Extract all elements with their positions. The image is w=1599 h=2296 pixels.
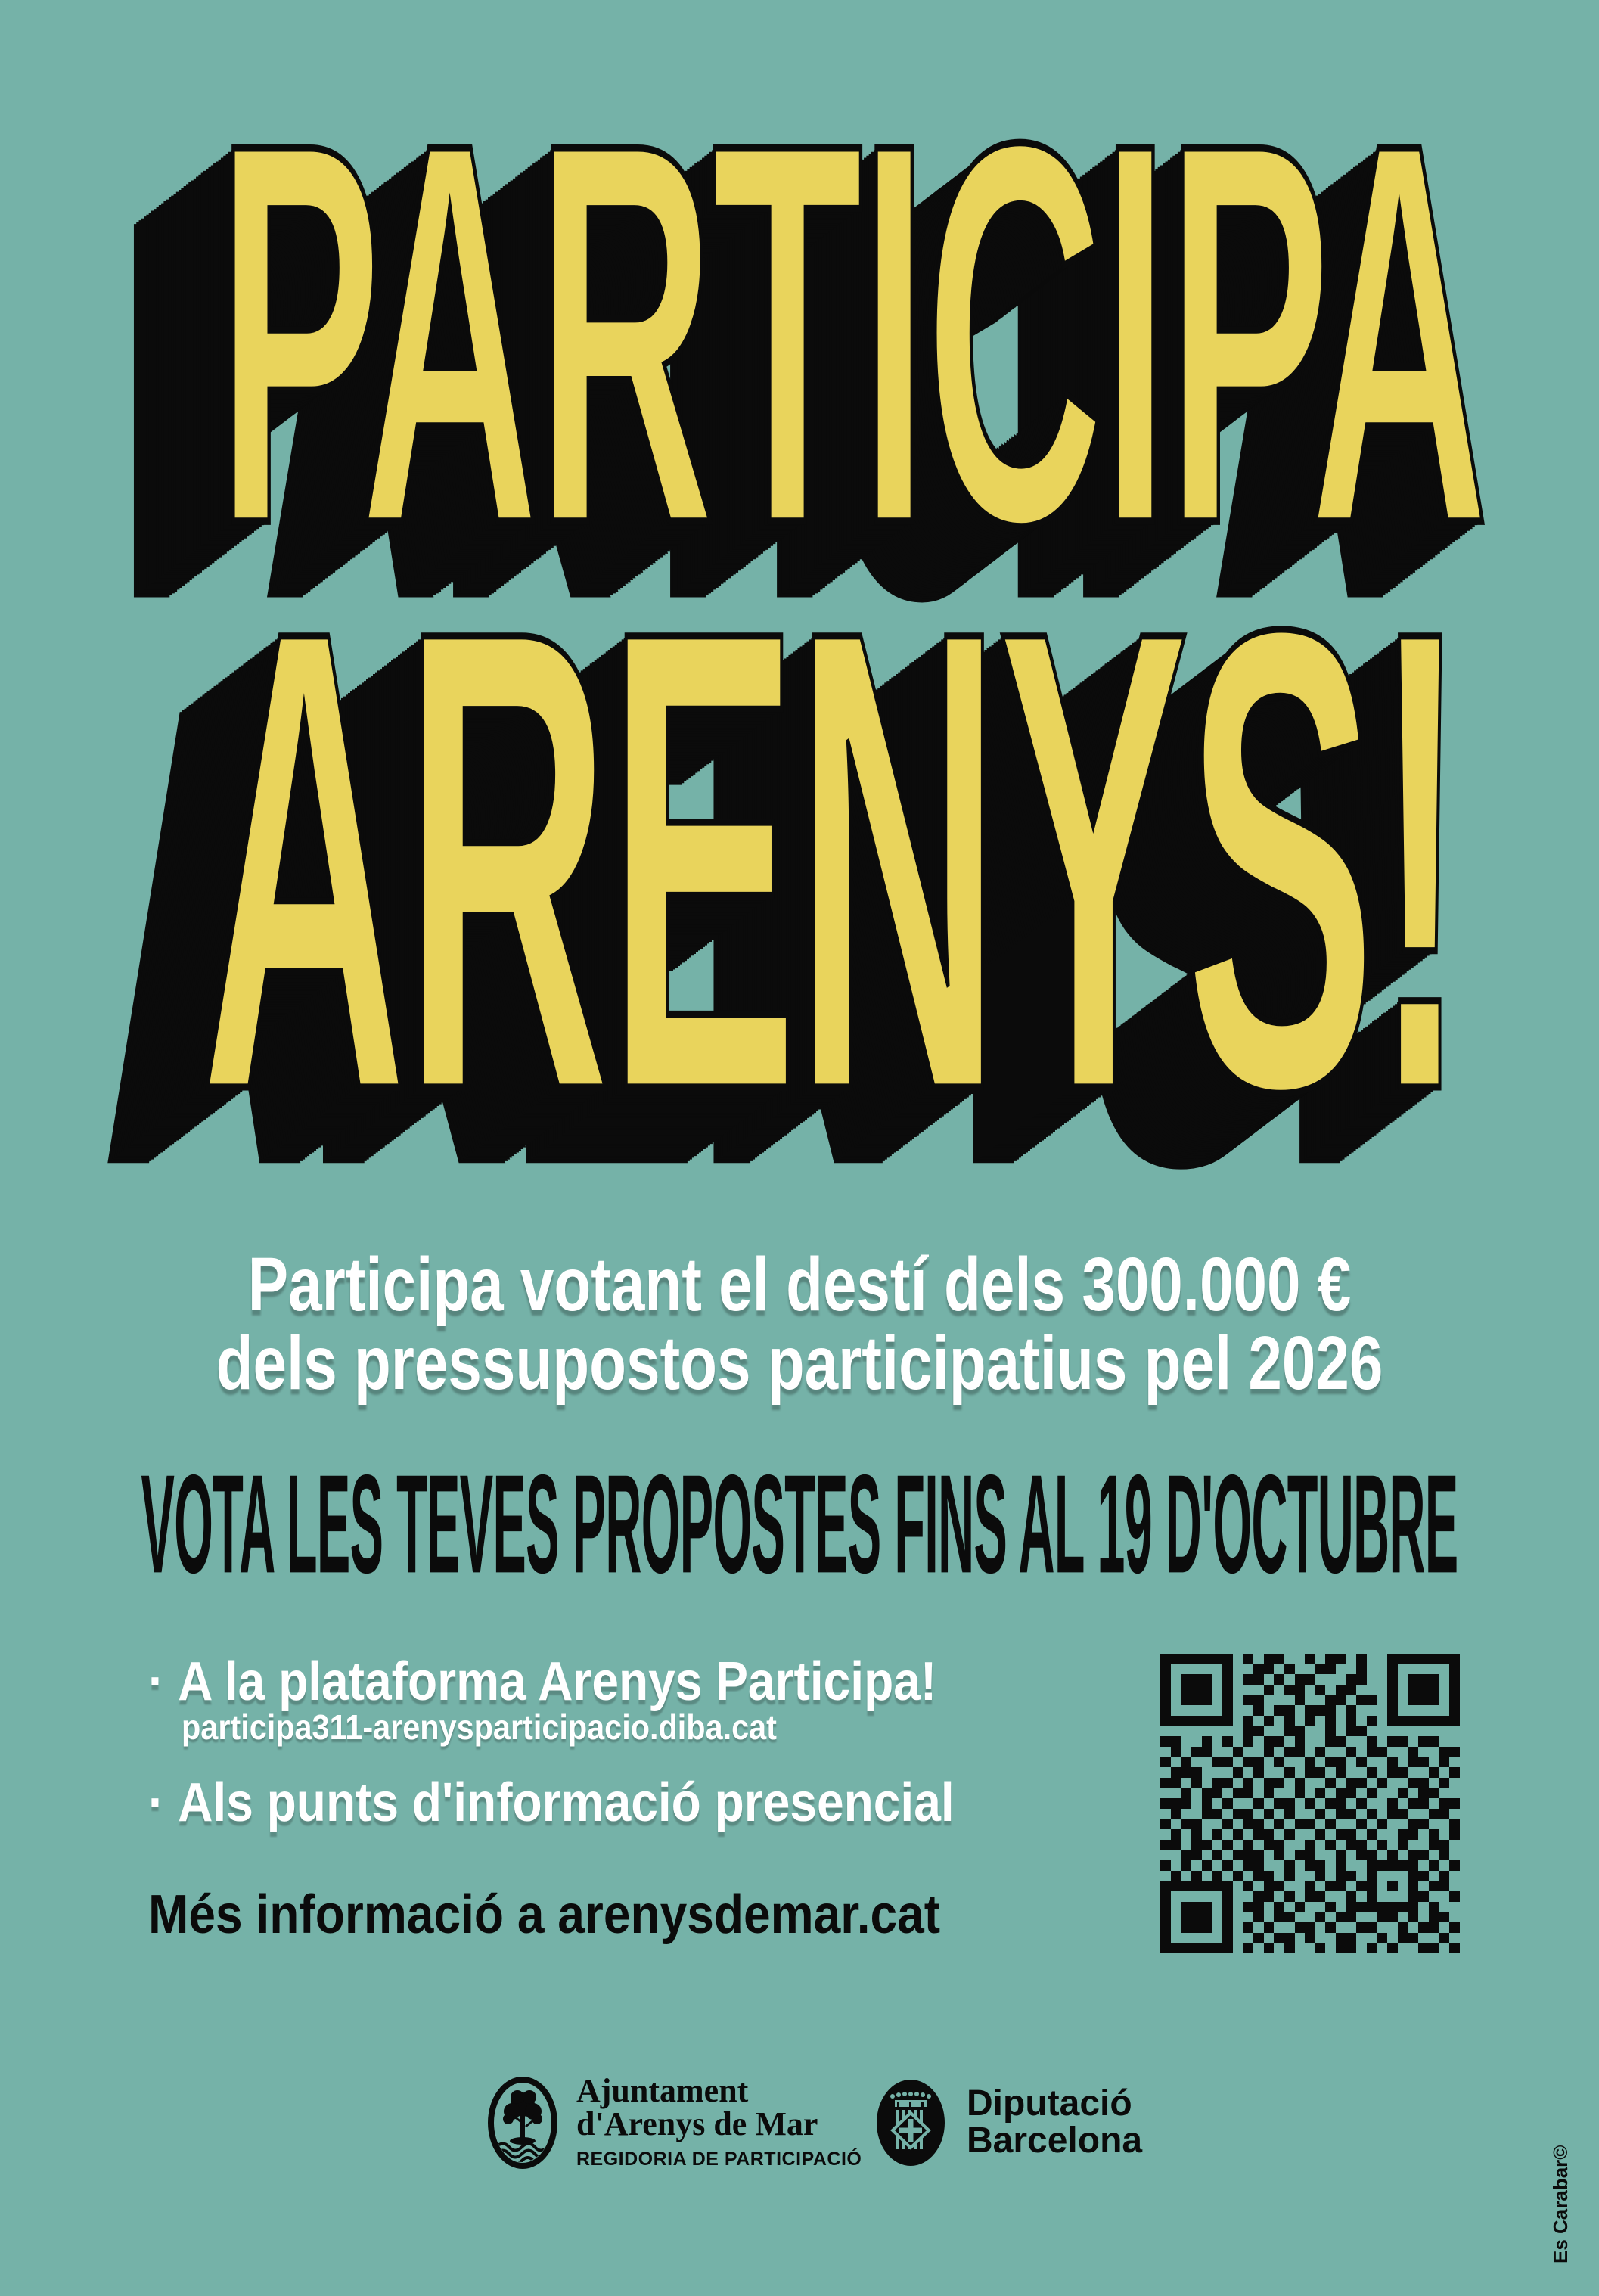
- headline-vote-deadline: VOTA LES TEVES PROPOSTES FINS AL 19 D'OCTUBRE: [141, 1446, 1458, 1603]
- title-arenys: ARENYS!: [200, 493, 1464, 1227]
- diputacio-logo-group: [876, 2079, 1142, 2167]
- subtitle-line-1: Participa votant el destí dels 300.000 €: [247, 1242, 1352, 1327]
- subtitle-line-2: dels pressupostos participatius pel 2026: [216, 1321, 1383, 1406]
- bullet-dot: ·: [148, 1772, 165, 1833]
- diputacio-emblem-icon: [876, 2079, 945, 2167]
- ajuntament-crest-icon: [487, 2076, 558, 2170]
- title-participa: PARTICIPA: [216, 29, 1486, 638]
- bullet-info-points-label: Als punts d'informació presencial: [178, 1772, 955, 1833]
- ajuntament-name-line1: Ajuntament: [576, 2072, 749, 2109]
- bullet-platform: [148, 1651, 936, 1713]
- ajuntament-logo-group: [487, 2074, 862, 2170]
- qr-code: [1160, 1654, 1460, 1953]
- bullet-info-points: [148, 1772, 955, 1834]
- platform-url: participa311-arenysparticipacio.diba.cat: [182, 1707, 777, 1747]
- diputacio-name-line1: Diputació: [967, 2083, 1132, 2124]
- more-info: Més informació a arenysdemar.cat: [148, 1884, 941, 1945]
- bullet-platform-label: A la plataforma Arenys Participa!: [178, 1651, 937, 1712]
- ajuntament-text: [576, 2074, 862, 2170]
- diputacio-name-line2: Barcelona: [967, 2120, 1143, 2161]
- ajuntament-department: REGIDORIA DE PARTICIPACIÓ: [576, 2148, 862, 2170]
- diputacio-text: [967, 2083, 1143, 2161]
- credit-vertical-text: Es Carabar©: [1549, 2145, 1572, 2263]
- subtitle: [160, 1242, 1439, 1406]
- bullet-dot: ·: [148, 1651, 165, 1712]
- ajuntament-name-line2: d'Arenys de Mar: [576, 2105, 818, 2142]
